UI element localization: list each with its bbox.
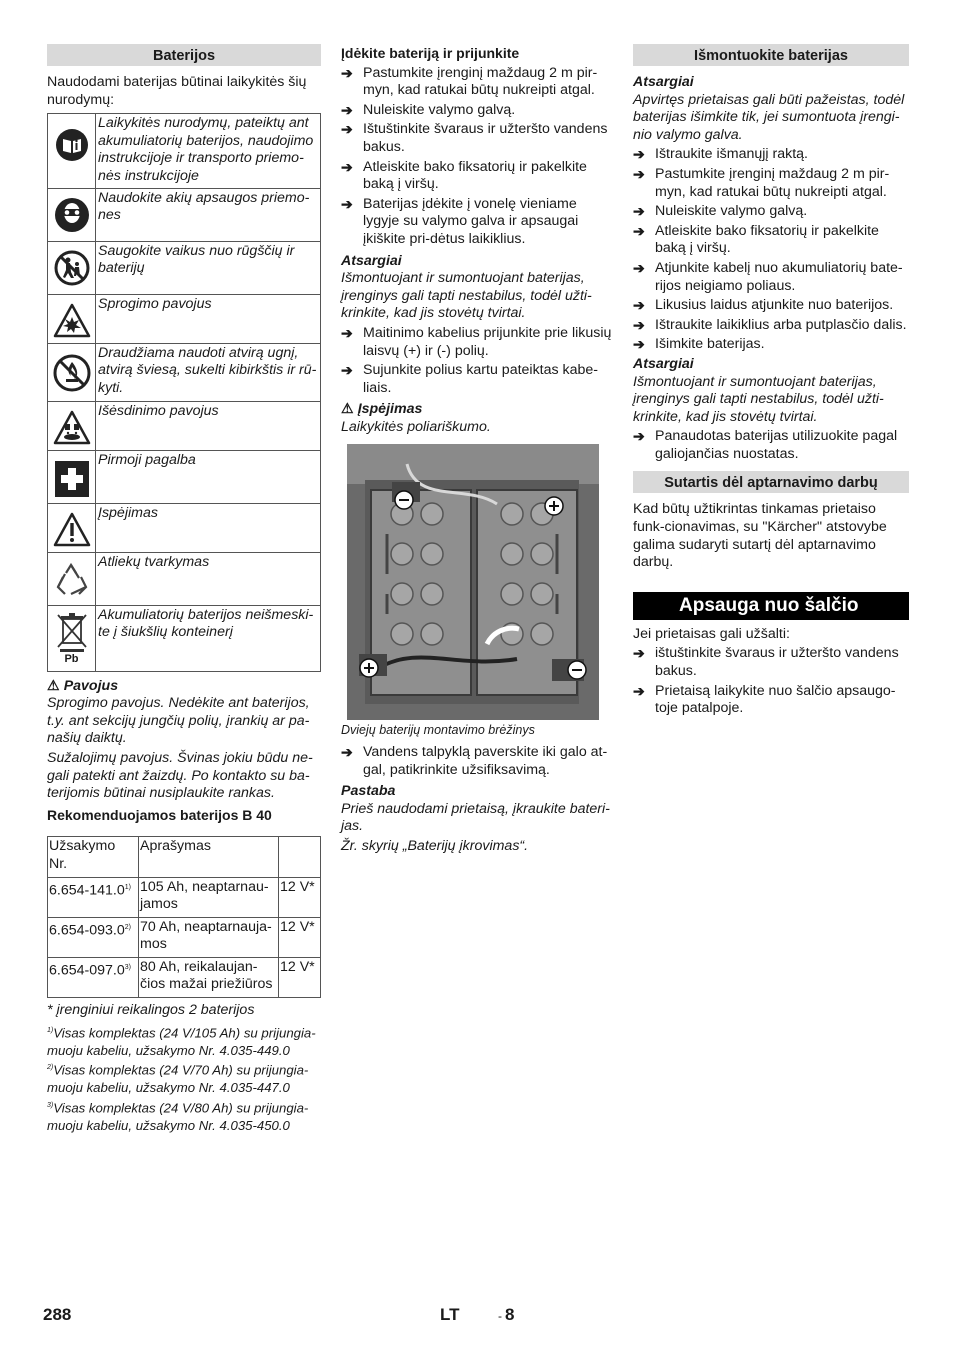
step-text: Atjunkite kabelį nuo akumuliatorių bate-rijos neigiamo poliaus.: [655, 259, 903, 294]
page-number: 288: [43, 1305, 72, 1324]
symbol-text: Atliekų tvarkymas: [96, 552, 321, 605]
table-cell-description: 80 Ah, reikalaujan-čios mažai priežiūros: [139, 957, 279, 997]
footnote-text: Visas komplektas (24 V/80 Ah) su prijungia-muoju kabeliu, užsakymo Nr. 4.035-450.0: [47, 1100, 309, 1133]
arrow-icon: ➔: [633, 316, 645, 333]
footnote-marker: 2): [47, 1064, 54, 1072]
table-row: [48, 917, 321, 957]
warning-icon: [48, 503, 96, 552]
step-text: Ištraukite išmanųjį raktą.: [655, 146, 808, 163]
symbol-text: Draudžiama naudoti atvirą ugnį, atvirą šviesą, sukelti kibirkštis ir rū-kyti.: [96, 343, 321, 401]
list-item: [633, 297, 909, 315]
note-text-2: Žr. skyrių „Baterijų įkrovimas“.: [341, 838, 529, 855]
symbol-row: [48, 401, 321, 450]
column-middle: [341, 45, 615, 858]
arrow-icon: ➔: [341, 158, 353, 175]
list-item: [341, 744, 615, 779]
table-header-row: [48, 837, 321, 877]
column-right: [633, 44, 909, 720]
table-cell-order-nr: [48, 877, 139, 917]
table-cell-order-nr: [48, 917, 139, 957]
step-text: Pastumkite įrenginį maždaug 2 m pir-myn, kad ratukai būtų nukreipti atgal.: [363, 64, 598, 99]
lead-label: Pb: [64, 652, 79, 665]
table-cell-voltage: 12 V*: [279, 957, 321, 997]
symbol-row: [48, 114, 321, 188]
insert-battery-heading: Įdėkite bateriją ir prijunkite: [341, 45, 520, 61]
warning-title: Įspėjimas: [357, 401, 423, 418]
step-text: Išimkite baterijas.: [655, 336, 765, 353]
arrow-icon: ➔: [341, 121, 353, 138]
symbol-row: [48, 605, 321, 671]
step-text: Maitinimo kabelius prijunkite prie likusių laisvų (+) ir (-) polių.: [363, 324, 612, 359]
arrow-icon: ➔: [341, 101, 353, 118]
step-text: Pastumkite įrenginį maždaug 2 m pir-myn, kad ratukai būtų nukreipti atgal.: [655, 165, 890, 200]
table-row: [48, 877, 321, 917]
section-page-number: [498, 1306, 514, 1326]
section-heading-service-contract: Sutartis dėl aptarnavimo darbų: [633, 471, 909, 493]
section-heading-remove-batteries: Išmontuokite baterijas: [633, 44, 909, 66]
arrow-icon: ➔: [341, 64, 353, 81]
symbol-row: [48, 241, 321, 294]
list-item: [633, 336, 909, 354]
photo-caption: Dviejų baterijų montavimo brėžinys: [341, 723, 535, 738]
footnote-ref: 1): [124, 883, 131, 891]
no-fire-icon: [48, 343, 96, 401]
section-heading-frost-protection: Apsauga nuo šalčio: [633, 592, 909, 620]
arrow-icon: ➔: [633, 645, 645, 662]
step-text: Ištraukite laikiklius arba putplasčio dalis.: [655, 316, 907, 333]
table-cell-order-nr: [48, 957, 139, 997]
step-text: Panaudotas baterijas utilizuokite pagal galiojančias nuostatas.: [655, 428, 898, 462]
battery-installation-photo: [347, 444, 599, 720]
footnote-ref: 3): [124, 963, 131, 971]
language-code: LT: [440, 1305, 460, 1324]
table-cell-voltage: 12 V*: [279, 877, 321, 917]
corrosive-icon: [48, 401, 96, 450]
warning-small-icon: ⚠: [341, 401, 354, 418]
danger-text-1: Sprogimo pavojus. Nedėkite ant baterijos, t.y. ant sekcijų jungčių polių, įrankių ar pa-našių daiktų.: [47, 695, 310, 747]
arrow-icon: ➔: [633, 428, 645, 445]
recycling-icon: [48, 552, 96, 605]
table-header-order-nr: Užsakymo Nr.: [48, 837, 139, 877]
symbol-row: [48, 188, 321, 241]
symbol-text: Įspėjimas: [96, 503, 321, 552]
column-left: [47, 44, 321, 1134]
caution-text: Išmontuojant ir sumontuojant baterijas, įrenginys gali tapti nestabilus, todėl užti-krinkite, kad jis stovėtų tvirtai.: [633, 373, 884, 425]
arrow-icon: ➔: [633, 259, 645, 276]
note-two-batteries: * įrenginiui reikalingos 2 baterijos: [47, 1002, 255, 1019]
intro-text: Naudodami baterijas būtinai laikykitės šių nurodymų:: [47, 74, 307, 108]
no-bin-icon: [48, 605, 96, 671]
steps-insert: [341, 65, 615, 249]
explosion-icon: [48, 294, 96, 343]
symbol-text: Naudokite akių apsaugos priemo-nes: [96, 188, 321, 241]
list-item: [633, 317, 909, 335]
list-item: [341, 121, 615, 156]
note-title: Pastaba: [341, 783, 396, 800]
table-row: [48, 957, 321, 997]
goggles-icon: [48, 188, 96, 241]
symbol-text: Saugokite vaikus nuo rūgščių ir baterijų: [96, 241, 321, 294]
step-text: Baterijas įdėkite į vonelę vieniame lygyje su valymo galva ir apsaugai įkiškite pri-dėtus laikiklius.: [363, 195, 579, 247]
warning-title-row: [341, 401, 615, 419]
list-item: [633, 203, 909, 221]
caution-title: Atsargiai: [633, 355, 694, 372]
symbol-text: Akumuliatorių baterijos neišmeski-te į šiukšlių konteinerį: [96, 605, 321, 671]
manual-icon: [48, 114, 96, 188]
service-text: Kad būtų užtikrintas tinkamas prietaiso funk-cionavimas, su "Kärcher" atstovybe galima sudaryti sutartį dėl aptarnavimo darbų.: [633, 501, 887, 571]
arrow-icon: ➔: [633, 297, 645, 314]
footnote-marker: 3): [47, 1101, 54, 1109]
list-item: [633, 146, 909, 164]
step-text: Nuleiskite valymo galvą.: [363, 101, 516, 118]
order-nr: 6.654-097.0: [49, 962, 125, 979]
arrow-icon: ➔: [341, 744, 353, 761]
symbol-text: Laikykitės nurodymų, pateiktų ant akumuliatorių baterijos, naudojimo instrukcijoje ir transporto priemo-nės instrukcijoje: [96, 114, 321, 188]
step-text: Nuleiskite valymo galvą.: [655, 203, 808, 220]
safety-symbols-table: [47, 113, 321, 671]
step-text: Likusius laidus atjunkite nuo baterijos.: [655, 297, 894, 314]
list-item: [633, 428, 909, 463]
list-item: [341, 65, 615, 100]
footnote: [47, 1022, 321, 1060]
list-item: [341, 362, 615, 397]
warning-text: Laikykitės poliariškumo.: [341, 418, 491, 435]
danger-title-row: [47, 678, 321, 696]
step-text: ištuštinkite švaraus ir užteršto vandens bakus.: [655, 645, 899, 680]
arrow-icon: ➔: [633, 336, 645, 353]
note-text-1: Prieš naudodami prietaisą, įkraukite bateri-jas.: [341, 800, 610, 835]
symbol-text: Pirmoji pagalba: [96, 450, 321, 503]
order-nr: 6.654-141.0: [49, 882, 125, 899]
list-item: [633, 166, 909, 201]
caution-title: Atsargiai: [341, 252, 402, 269]
list-item: [341, 102, 615, 120]
step-text: Sujunkite polius kartu pateiktas kabe-liais.: [363, 362, 599, 396]
list-item: [633, 223, 909, 258]
order-nr: 6.654-093.0: [49, 922, 125, 939]
table-header-description: Aprašymas: [139, 837, 279, 877]
list-item: [341, 325, 615, 360]
caution-text: Apvirtęs prietaisas gali būti pažeistas, todėl baterijas išimkite tik, jei sumontuota įrengi-nio valymo galva.: [633, 91, 905, 143]
footnote-text: Visas komplektas (24 V/70 Ah) su prijungia-muoju kabeliu, užsakymo Nr. 4.035-447.0: [47, 1062, 309, 1096]
section-page-value: 8: [505, 1305, 515, 1324]
battery-order-table: [47, 836, 321, 998]
arrow-icon: ➔: [341, 195, 353, 212]
footnote: [47, 1059, 321, 1097]
caution-text: Išmontuojant ir sumontuojant baterijas, įrenginys gali tapti nestabilus, todėl užti-krinkite, kad jis stovėtų tvirtai.: [341, 270, 592, 322]
symbol-row: [48, 503, 321, 552]
list-item: [633, 645, 909, 680]
step-text: Atleiskite bako fiksatorių ir pakelkite baką į viršų.: [655, 222, 879, 257]
symbol-text: Išėsdinimo pavojus: [96, 401, 321, 450]
danger-text-2: Sužalojimų pavojus. Švinas jokiu būdu ne-gali patekti ant žaizdų. Po kontakto su ba-terijomis būtinai nusiplaukite rankas.: [47, 749, 313, 802]
step-text: Vandens talpyklą paverskite iki galo at-gal, patikrinkite užsifiksavimą.: [363, 744, 608, 778]
list-item: [633, 683, 909, 718]
arrow-icon: ➔: [341, 324, 353, 341]
footnote-text: Visas komplektas (24 V/105 Ah) su prijungia-muoju kabeliu, užsakymo Nr. 4.035-449.0: [47, 1025, 316, 1058]
caution-title: Atsargiai: [633, 74, 694, 90]
step-text: Prietaisą laikykite nuo šalčio apsaugo-toje patalpoje.: [655, 682, 896, 717]
list-item: [633, 260, 909, 295]
table-cell-description: 105 Ah, neaptarnau-jamos: [139, 877, 279, 917]
page-dash: -: [498, 1309, 502, 1323]
footnote-marker: 1): [47, 1026, 54, 1034]
symbol-row: [48, 552, 321, 605]
symbol-row: [48, 343, 321, 401]
section-heading-batteries: Baterijos: [47, 44, 321, 66]
arrow-icon: ➔: [633, 682, 645, 699]
arrow-icon: ➔: [633, 165, 645, 182]
footnote: [47, 1097, 321, 1135]
arrow-icon: ➔: [633, 203, 645, 220]
table-cell-description: 70 Ah, neaptarnauja-mos: [139, 917, 279, 957]
symbol-text: Sprogimo pavojus: [96, 294, 321, 343]
footnote-ref: 2): [124, 923, 131, 931]
frost-intro: Jei prietaisas gali užšalti:: [633, 625, 790, 642]
danger-title: Pavojus: [63, 677, 119, 694]
step-text: Ištuštinkite švaraus ir užteršto vandens bakus.: [363, 121, 608, 155]
list-item: [341, 159, 615, 194]
keep-children-away-icon: [48, 241, 96, 294]
recommended-batteries-heading: Rekomenduojamos baterijos B 40: [47, 806, 272, 823]
table-cell-voltage: 12 V*: [279, 917, 321, 957]
warning-small-icon: ⚠: [47, 677, 60, 694]
first-aid-icon: [48, 450, 96, 503]
symbol-row: [48, 450, 321, 503]
arrow-icon: ➔: [633, 146, 645, 163]
step-text: Atleiskite bako fiksatorių ir pakelkite baką į viršų.: [363, 158, 587, 193]
arrow-icon: ➔: [341, 362, 353, 379]
symbol-row: [48, 294, 321, 343]
table-header-voltage: [279, 837, 321, 877]
list-item: [341, 196, 615, 249]
arrow-icon: ➔: [633, 222, 645, 239]
